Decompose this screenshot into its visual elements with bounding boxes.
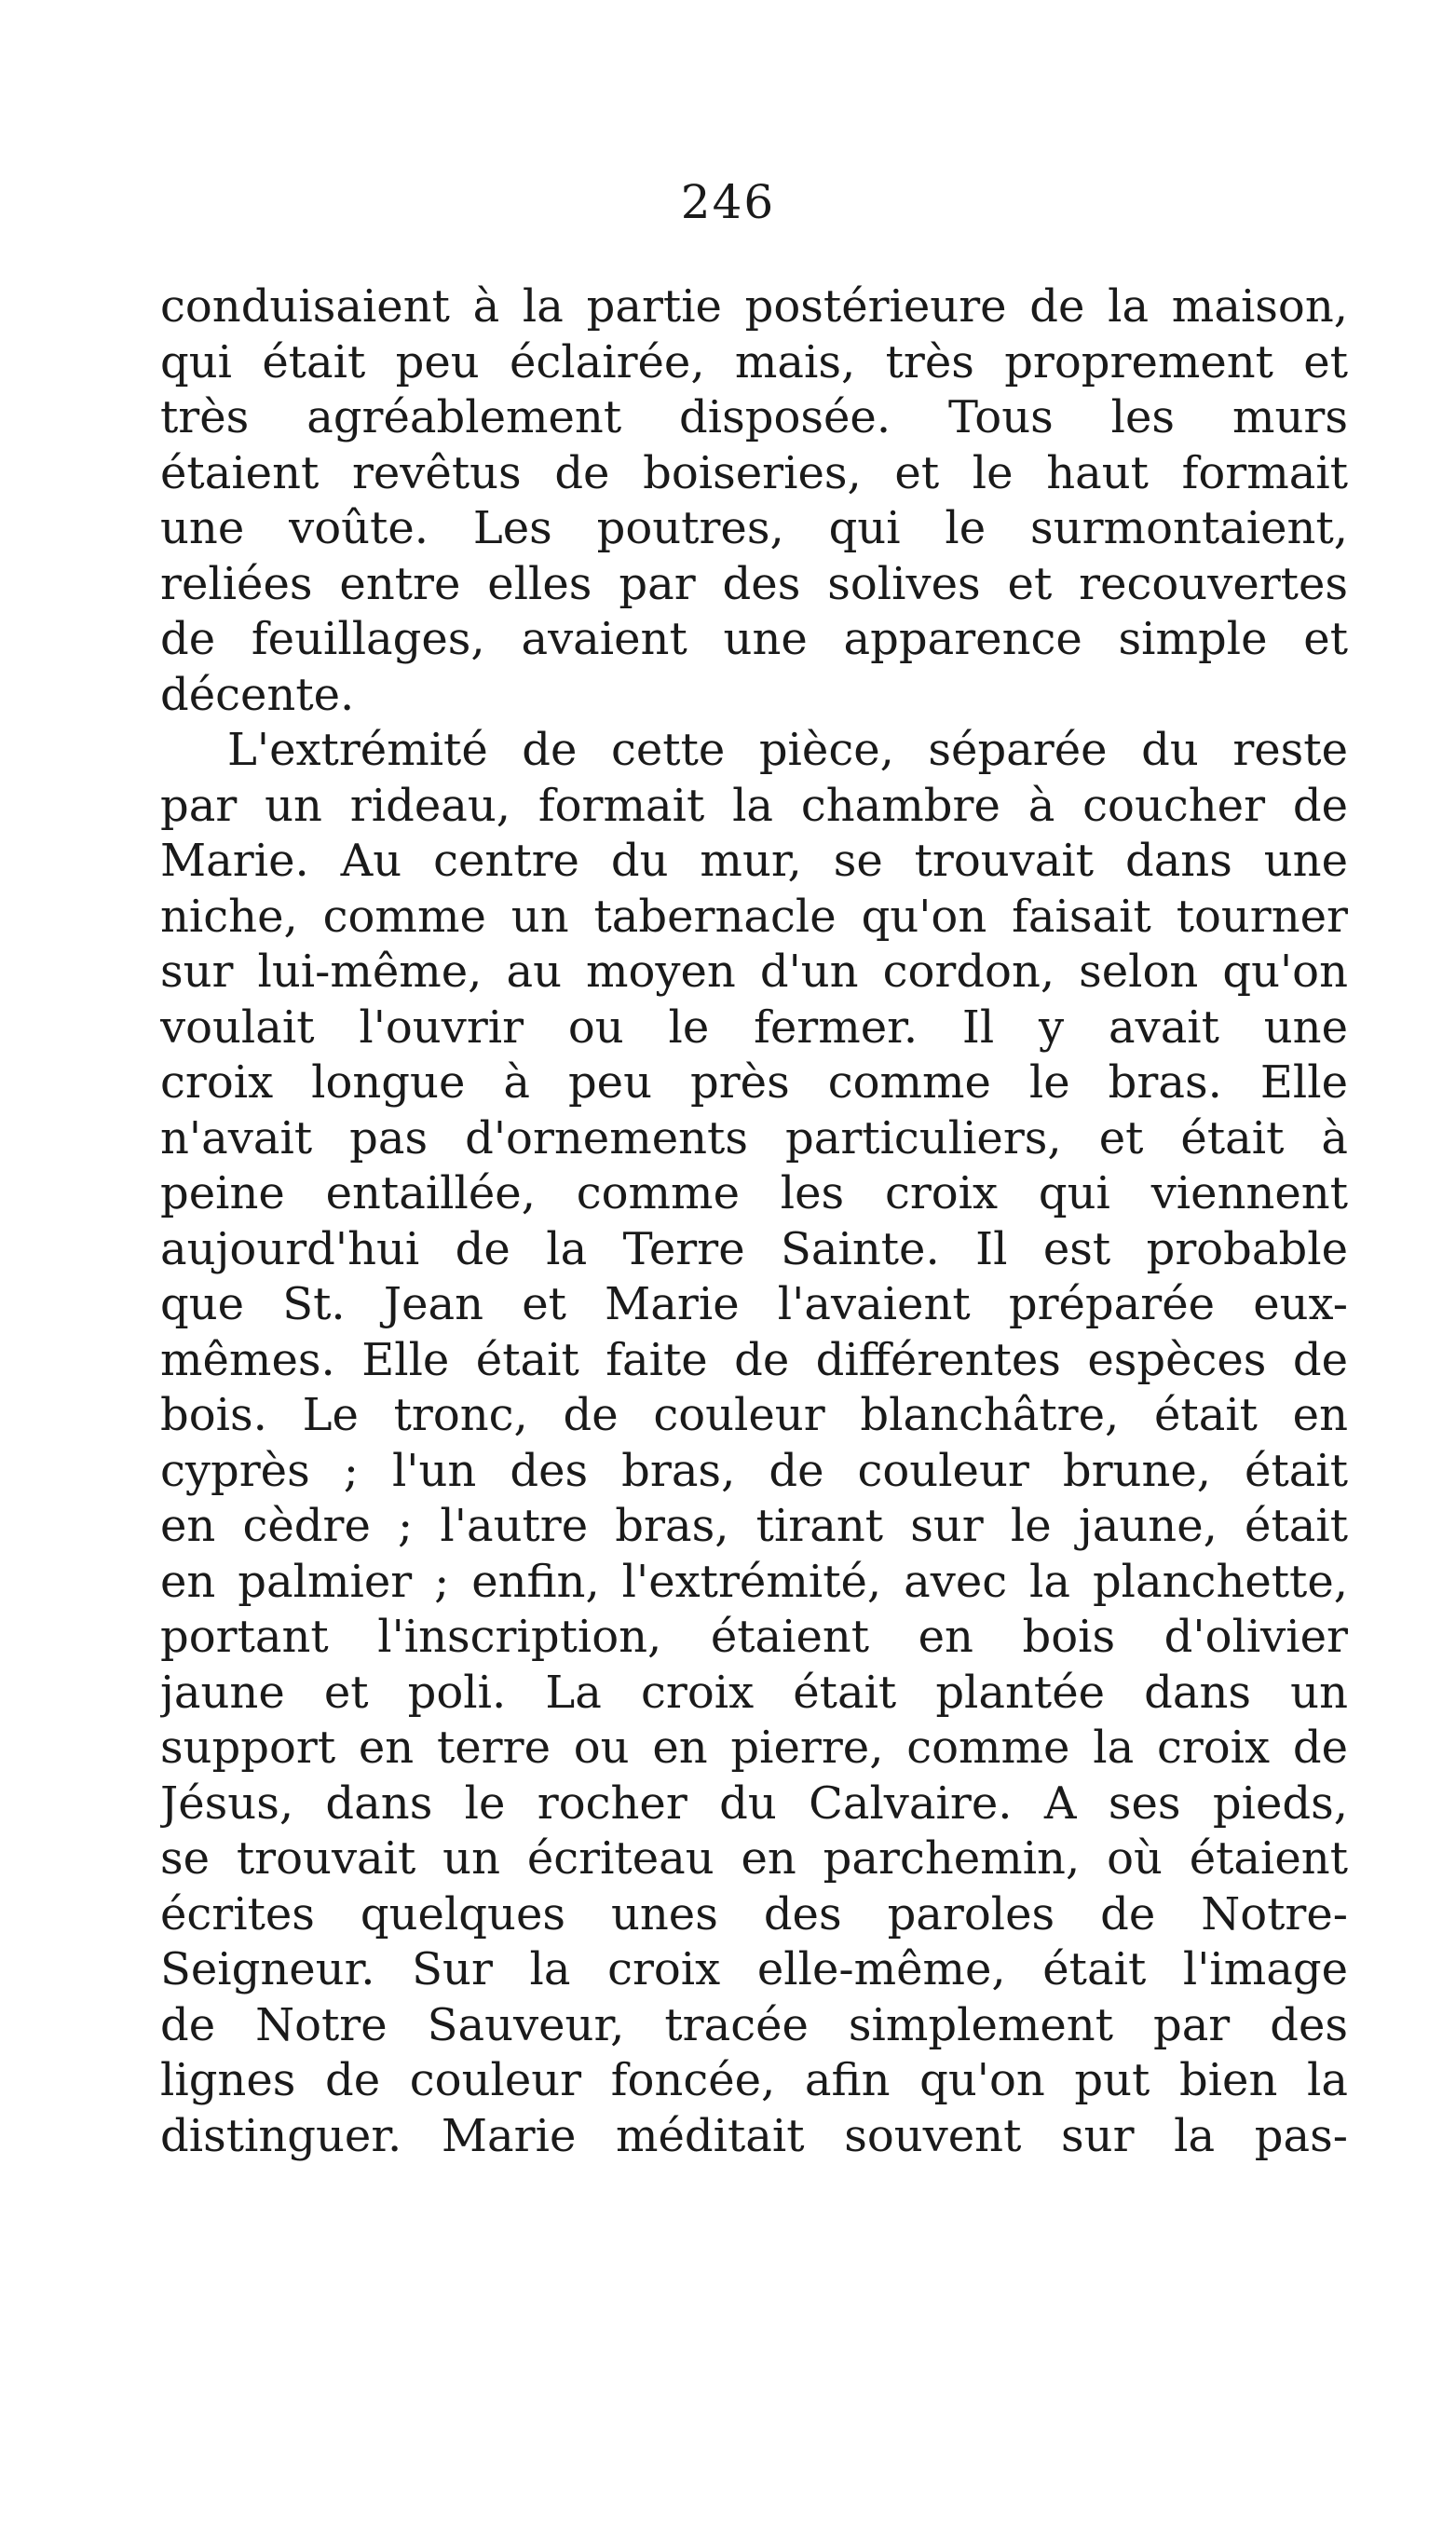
text-line: en palmier ; enfin, l'extrémité, avec la planchette, — [160, 1555, 1348, 1608]
text-line: par un rideau, formait la chambre à coucher de — [160, 779, 1348, 832]
text-line: distinguer. Marie méditait souvent sur la pas- — [160, 2109, 1348, 2162]
text-line: jaune et poli. La croix était plantée dans un — [160, 1666, 1348, 1719]
text-line: que St. Jean et Marie l'avaient préparée eux- — [160, 1278, 1348, 1330]
text-line: aujourd'hui de la Terre Sainte. Il est probable — [160, 1222, 1348, 1275]
text-line: Jésus, dans le rocher du Calvaire. A ses pieds, — [160, 1777, 1348, 1830]
text-line: étaient revêtus de boiseries, et le haut formait — [160, 446, 1348, 499]
text-line: voulait l'ouvrir ou le fermer. Il y avait une — [160, 1001, 1348, 1054]
text-line: de Notre Sauveur, tracée simplement par des — [160, 1998, 1348, 2051]
text-line: sur lui-même, au moyen d'un cordon, selon qu'on — [160, 946, 1348, 998]
text-line: bois. Le tronc, de couleur blanchâtre, était en — [160, 1389, 1348, 1441]
text-line: reliées entre elles par des solives et recouvertes — [160, 557, 1348, 610]
text-line: décente. — [160, 668, 355, 721]
text-line: Seigneur. Sur la croix elle-même, était l'image — [160, 1943, 1348, 1995]
text-line: de feuillages, avaient une apparence simple et — [160, 613, 1348, 665]
page-number: 246 — [680, 175, 776, 229]
text-line: une voûte. Les poutres, qui le surmontaient, — [160, 502, 1348, 554]
text-line: en cèdre ; l'autre bras, tirant sur le jaune, était — [160, 1500, 1348, 1552]
body-text — [160, 279, 1348, 2164]
text-line: support en terre ou en pierre, comme la croix de — [160, 1722, 1348, 1774]
text-line: Marie. Au centre du mur, se trouvait dans une — [160, 835, 1348, 887]
text-line: n'avait pas d'ornements particuliers, et était à — [160, 1111, 1348, 1164]
text-line: peine entaillée, comme les croix qui viennent — [160, 1167, 1348, 1219]
text-line: très agréablement disposée. Tous les murs — [160, 391, 1348, 443]
text-line: portant l'inscription, étaient en bois d'olivier — [160, 1611, 1348, 1663]
text-line: écrites quelques unes des paroles de Notre- — [160, 1887, 1348, 1940]
text-line: se trouvait un écriteau en parchemin, où étaient — [160, 1832, 1348, 1885]
text-line: croix longue à peu près comme le bras. Elle — [160, 1056, 1348, 1109]
paragraph-first-line: L'extrémité de cette pièce, séparée du reste — [227, 724, 1348, 776]
text-line: qui était peu éclairée, mais, très proprement et — [160, 335, 1348, 388]
text-line: cyprès ; l'un des bras, de couleur brune, était — [160, 1444, 1348, 1497]
text-line: conduisaient à la partie postérieure de la maison, — [160, 280, 1348, 333]
text-line: niche, comme un tabernacle qu'on faisait tourner — [160, 890, 1348, 943]
text-line: mêmes. Elle était faite de différentes espèces de — [160, 1333, 1348, 1386]
text-line: lignes de couleur foncée, afin qu'on put bien la — [160, 2054, 1348, 2106]
